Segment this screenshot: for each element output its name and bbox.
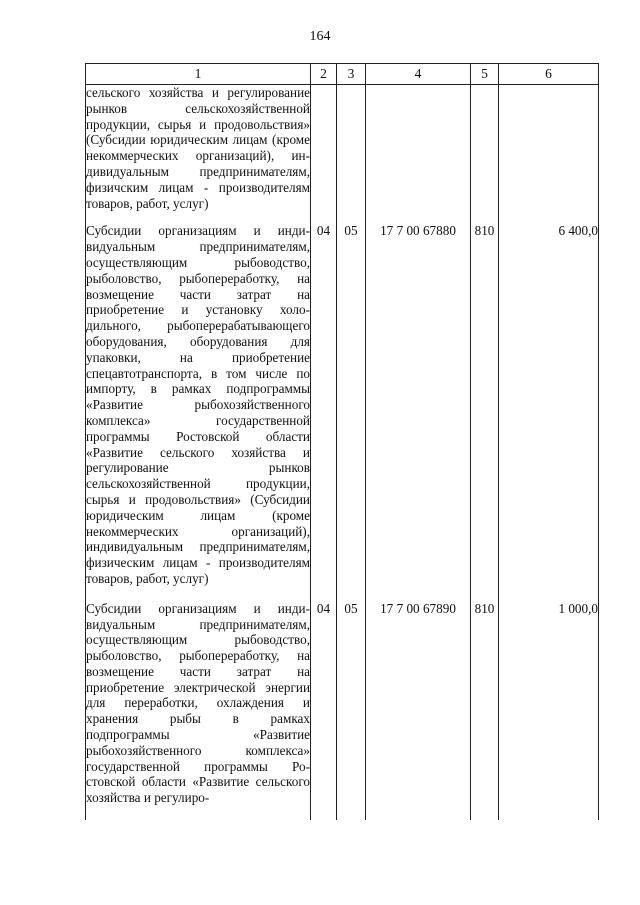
row-name: Субсидии организациям и индивидуальным предпринимателям, осуществляющим рыбоводство, рыболовство, рыбопереработку, на возмещение части затрат на приобретение электрической энергии для переработки, охлаждения и хранения рыбы в рамках подпрограммы «Развитие рыбохозяйственного комплекса» государственной программы Ростовской области «Развитие сельского хозяйства и регулиро- [86,601,311,820]
row-target-article: 17 7 00 67890 [366,601,471,820]
row-expense-type [471,85,499,224]
header-col-4: 4 [366,64,471,85]
row-section [311,85,337,224]
row-section: 04 [311,223,337,600]
row-expense-type: 810 [471,601,499,820]
header-col-2: 2 [311,64,337,85]
budget-table [85,63,599,820]
header-col-5: 5 [471,64,499,85]
table-row [86,601,599,820]
header-col-1: 1 [86,64,311,85]
row-subsection: 05 [337,601,366,820]
header-col-6: 6 [499,64,599,85]
header-col-3: 3 [337,64,366,85]
table-row [86,223,599,600]
row-amount: 6 400,0 [499,223,599,600]
row-amount: 1 000,0 [499,601,599,820]
row-target-article: 17 7 00 67880 [366,223,471,600]
table-header-row [86,64,599,85]
row-section: 04 [311,601,337,820]
row-amount [499,85,599,224]
row-target-article [366,85,471,224]
row-name: Субсидии организациям и индивидуальным предпринимателям, осуществляющим рыбоводство, рыболовство, рыбопереработку, на возмещение части затрат на приобретение и установку холодильного, рыбоперерабатывающего оборудования, оборудования для упаковки, на приобретение спецавтотранспорта, в том числе по импорту, в рамках подпрограммы «Развитие рыбохозяйственного комплекса» государственной программы Ростовской области «Развитие сельского хозяйства и регулирование рынков сельскохозяйственной продукции, сырья и продовольствия» (Субсидии юридическим лицам (кроме некоммерческих организаций), индивидуальным предпринимателям, физическим лицам - производителям товаров, работ, услуг) [86,223,311,600]
row-expense-type: 810 [471,223,499,600]
row-subsection [337,85,366,224]
row-subsection: 05 [337,223,366,600]
page-number: 164 [309,29,331,44]
table-row [86,85,599,224]
row-name: сельского хозяйства и регулирование рынков сельскохозяйственной продукции, сырья и продовольствия» (Субсидии юридическим лицам (кроме некоммерческих организаций), индивидуальным предпринимателям, физичским лицам - производителям товаров, работ, услуг) [86,85,311,224]
